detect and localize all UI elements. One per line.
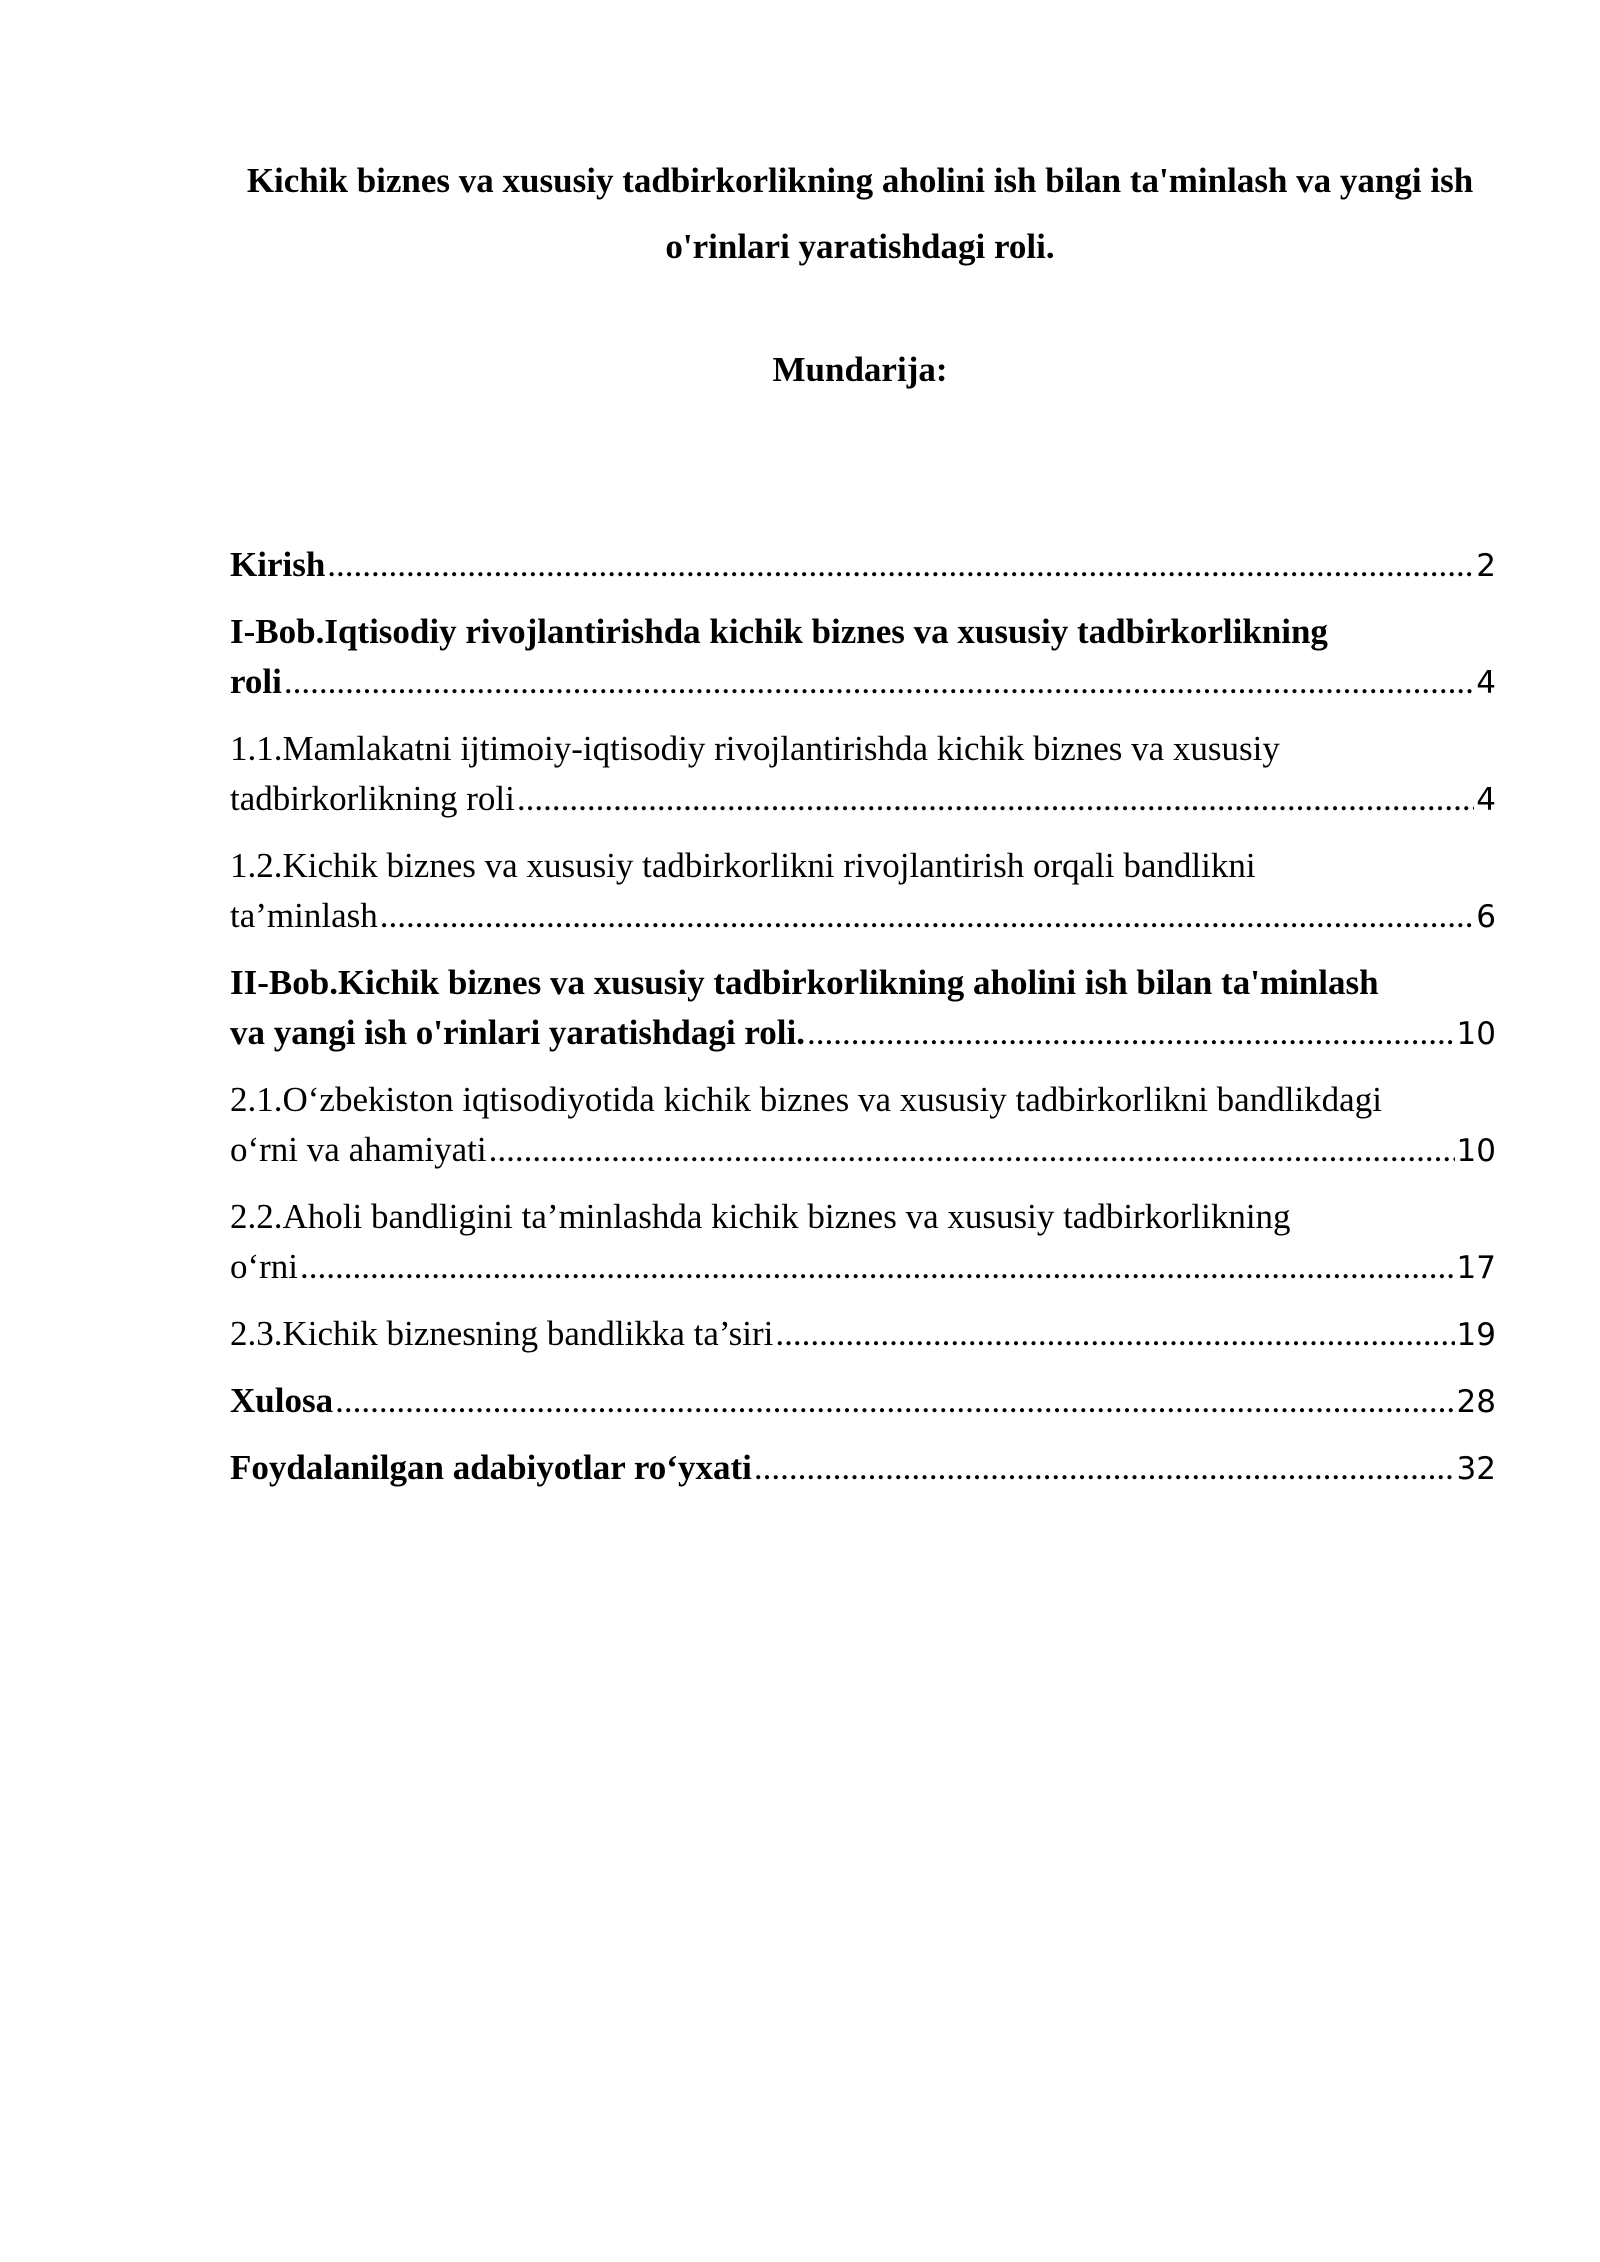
toc-entry-section-1-1[interactable] xyxy=(230,724,1496,825)
dot-leader xyxy=(327,540,1474,590)
table-of-contents xyxy=(230,540,1496,1510)
toc-entry-text: Kirish xyxy=(230,545,326,584)
toc-entry-chapter-1[interactable] xyxy=(230,607,1496,708)
toc-entry-text: 2.2.Aholi bandligini ta’minlashda kichik biznes va xususiy tadbirkorlikning xyxy=(230,1197,1291,1236)
dot-leader xyxy=(380,891,1475,941)
toc-entry-text-continued: tadbirkorlikning roli xyxy=(230,779,515,818)
toc-page-number: 32 xyxy=(1456,1451,1496,1487)
toc-page-number: 2 xyxy=(1476,548,1496,584)
dot-leader xyxy=(807,1008,1455,1058)
toc-entry-section-2-2[interactable] xyxy=(230,1192,1496,1293)
toc-entry-text-continued: va yangi ish o'rinlari yaratishdagi roli. xyxy=(230,1013,805,1052)
toc-entry-text: 1.1.Mamlakatni ijtimoiy-iqtisodiy rivojlantirishda kichik biznes va xususiy xyxy=(230,729,1280,768)
toc-page-number: 10 xyxy=(1456,1016,1496,1052)
toc-entry-text-continued: roli xyxy=(230,662,282,701)
toc-page-number: 4 xyxy=(1476,665,1496,701)
toc-entry-text-continued: o‘rni va ahamiyati xyxy=(230,1130,487,1169)
document-title: Kichik biznes va xususiy tadbirkorlikning aholini ish bilan ta'minlash va yangi ish o'rinlari yaratishdagi roli. xyxy=(246,161,1474,266)
toc-page-number: 28 xyxy=(1456,1384,1496,1420)
contents-heading: Mundarija: xyxy=(772,350,948,389)
toc-entry-section-2-3[interactable] xyxy=(230,1309,1496,1360)
toc-entry-section-1-2[interactable] xyxy=(230,841,1496,942)
toc-entry-text: 2.1.O‘zbekiston iqtisodiyotida kichik biznes va xususiy tadbirkorlikni bandlikdagi xyxy=(230,1080,1382,1119)
toc-entry-kirish[interactable] xyxy=(230,540,1496,591)
dot-leader xyxy=(284,657,1474,707)
toc-page-number: 10 xyxy=(1456,1133,1496,1169)
toc-entry-text: I-Bob.Iqtisodiy rivojlantirishda kichik biznes va xususiy tadbirkorlikning xyxy=(230,612,1328,651)
toc-page-number: 19 xyxy=(1456,1317,1496,1353)
toc-page-number: 4 xyxy=(1476,782,1496,818)
toc-entry-text: Xulosa xyxy=(230,1381,334,1420)
toc-page-number: 6 xyxy=(1476,899,1496,935)
dot-leader xyxy=(335,1376,1454,1426)
toc-entry-text-continued: ta’minlash xyxy=(230,896,378,935)
toc-entry-text: II-Bob.Kichik biznes va xususiy tadbirkorlikning aholini ish bilan ta'minlash xyxy=(230,963,1379,1002)
toc-entry-text-continued: o‘rni xyxy=(230,1247,299,1286)
toc-entry-text: 1.2.Kichik biznes va xususiy tadbirkorlikni rivojlantirish orqali bandlikni xyxy=(230,846,1256,885)
toc-entry-text: Foydalanilgan adabiyotlar ro‘yxati xyxy=(230,1448,752,1487)
dot-leader xyxy=(775,1309,1454,1359)
toc-entry-chapter-2[interactable] xyxy=(230,958,1496,1059)
dot-leader xyxy=(517,774,1474,824)
dot-leader xyxy=(300,1242,1455,1292)
toc-entry-references[interactable] xyxy=(230,1443,1496,1494)
toc-entry-text: 2.3.Kichik biznesning bandlikka ta’siri xyxy=(230,1314,774,1353)
dot-leader xyxy=(754,1443,1455,1493)
toc-entry-section-2-1[interactable] xyxy=(230,1075,1496,1176)
toc-entry-xulosa[interactable] xyxy=(230,1376,1496,1427)
dot-leader xyxy=(489,1125,1455,1175)
toc-page-number: 17 xyxy=(1456,1250,1496,1286)
